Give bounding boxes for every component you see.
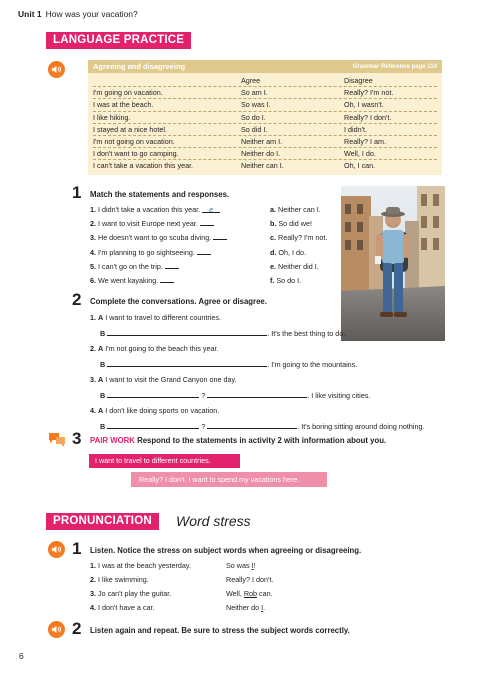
grammar-statement: I like hiking. bbox=[93, 112, 131, 122]
activity-2-number: 2 bbox=[72, 290, 82, 309]
match-row: 4. I'm planning to go sightseeing. d. Oh, I do. bbox=[90, 247, 306, 257]
grammar-disagree: Really? I am. bbox=[344, 136, 386, 146]
match-row: 3. He doesn't want to go scuba diving. c. Really? I'm not. bbox=[90, 233, 328, 243]
activity-1-number: 1 bbox=[72, 183, 82, 202]
answer-blank[interactable] bbox=[107, 421, 199, 429]
unit-label: Unit 1 bbox=[18, 9, 42, 19]
speaker-icon[interactable] bbox=[48, 621, 65, 638]
grammar-title: Agreeing and disagreeing bbox=[93, 62, 186, 71]
conversation-a-line: 3. A I want to visit the Grand Canyon one day. bbox=[90, 375, 237, 384]
match-row: 1. I didn't take a vacation this year. e a. Neither can I. bbox=[90, 205, 321, 214]
pronunciation-1-number: 1 bbox=[72, 539, 82, 558]
grammar-row bbox=[93, 136, 437, 148]
grammar-disagree: Oh, I wasn't. bbox=[344, 100, 384, 110]
answer-blank[interactable] bbox=[200, 218, 214, 226]
unit-header bbox=[18, 9, 138, 19]
answer-blank[interactable] bbox=[213, 232, 227, 240]
grammar-agree: Neither can I. bbox=[241, 161, 284, 171]
pair-work-label: PAIR WORK bbox=[90, 436, 135, 445]
conversation-a-line: 1. A I want to travel to different countries. bbox=[90, 313, 221, 322]
pronunciation-list bbox=[90, 561, 340, 613]
grammar-disagree: Well, I do. bbox=[344, 149, 376, 159]
answer-blank[interactable] bbox=[207, 421, 297, 429]
answer-blank[interactable] bbox=[107, 328, 267, 336]
conversation-b-line: B . It's the best thing to do. bbox=[100, 329, 346, 338]
pronunciation-2-number: 2 bbox=[72, 619, 82, 638]
activity-3-number: 3 bbox=[72, 429, 82, 448]
match-row: 2. I want to visit Europe next year. b. So did we! bbox=[90, 219, 312, 229]
answer-blank[interactable]: e bbox=[202, 205, 220, 213]
grammar-header bbox=[88, 60, 442, 73]
activity-2-list bbox=[90, 313, 445, 432]
answer-blank[interactable] bbox=[207, 390, 307, 398]
answer-blank[interactable] bbox=[197, 247, 211, 255]
agree-column-header: Agree bbox=[241, 76, 261, 85]
pronunciation-1-instruction: Listen. Notice the stress on subject words when agreeing or disagreeing. bbox=[90, 546, 362, 555]
pronunciation-2-instruction: Listen again and repeat. Be sure to stress the subject words correctly. bbox=[90, 626, 350, 635]
grammar-row bbox=[93, 124, 437, 136]
grammar-statement: I stayed at a nice hotel. bbox=[93, 124, 167, 134]
grammar-statement: I was at the beach. bbox=[93, 100, 154, 110]
grammar-row bbox=[93, 87, 437, 99]
grammar-disagree: I didn't. bbox=[344, 124, 367, 134]
answer-blank[interactable] bbox=[107, 359, 267, 367]
conversation-b-line: B ? . It's boring sitting around doing nothing. bbox=[100, 422, 425, 431]
match-row: 5. I can't go on the trip. e. Neither did I. bbox=[90, 261, 319, 271]
grammar-disagree: Really? I'm not. bbox=[344, 88, 394, 98]
activity-1-instruction: Match the statements and responses. bbox=[90, 190, 230, 199]
grammar-agree: Neither do I. bbox=[241, 149, 281, 159]
grammar-table bbox=[93, 75, 437, 173]
activity-1-list bbox=[90, 205, 335, 286]
grammar-statement: I'm going on vacation. bbox=[93, 88, 163, 98]
grammar-table-header bbox=[93, 75, 437, 87]
chat-bubbles-icon bbox=[48, 431, 66, 449]
grammar-agree: So was I. bbox=[241, 100, 271, 110]
speaker-icon[interactable] bbox=[48, 61, 65, 78]
unit-title: How was your vacation? bbox=[45, 9, 138, 19]
grammar-agree: So am I. bbox=[241, 88, 268, 98]
grammar-statement: I can't take a vacation this year. bbox=[93, 161, 194, 171]
pronunciation-subtitle: Word stress bbox=[176, 513, 251, 529]
stressed-word: I bbox=[251, 561, 254, 570]
grammar-statement: I'm not going on vacation. bbox=[93, 136, 175, 146]
speaker-icon[interactable] bbox=[48, 541, 65, 558]
pronunciation-row: 4. I don't have a car. Neither do I. bbox=[90, 603, 266, 612]
stressed-word: I bbox=[261, 603, 264, 612]
conversation-b-line: B ? . I like visiting cities. bbox=[100, 391, 371, 400]
conversation-b-line: B . I'm going to the mountains. bbox=[100, 360, 358, 369]
grammar-statement: I don't want to go camping. bbox=[93, 149, 179, 159]
language-practice-banner: LANGUAGE PRACTICE bbox=[46, 32, 191, 49]
page-number: 6 bbox=[19, 651, 24, 661]
grammar-agree: So do I. bbox=[241, 112, 266, 122]
grammar-row bbox=[93, 160, 437, 172]
speech-bubble-response: Really? I don't. I want to spend my vacations here. bbox=[131, 472, 327, 487]
grammar-disagree: Really? I don't. bbox=[344, 112, 392, 122]
grammar-agree: Neither am I. bbox=[241, 136, 283, 146]
match-row: 6. We went kayaking. f. So do I. bbox=[90, 275, 302, 285]
grammar-agree: So did I. bbox=[241, 124, 268, 134]
pronunciation-row: 1. I was at the beach yesterday. So was I! bbox=[90, 561, 256, 570]
pronunciation-row: 3. Jo can't play the guitar. Well, Rob can. bbox=[90, 589, 273, 598]
grammar-row bbox=[93, 148, 437, 160]
pronunciation-row: 2. I like swimming. Really? I don't. bbox=[90, 575, 274, 584]
activity-3-instruction: PAIR WORK Respond to the statements in activity 2 with information about you. bbox=[90, 436, 387, 445]
activity-2-instruction: Complete the conversations. Agree or disagree. bbox=[90, 297, 267, 306]
disagree-column-header: Disagree bbox=[344, 76, 373, 85]
grammar-reference-link[interactable]: Grammar Reference page 114 bbox=[352, 63, 437, 70]
conversation-a-line: 2. A I'm not going to the beach this year. bbox=[90, 344, 219, 353]
answer-blank[interactable] bbox=[165, 261, 179, 269]
answer-blank[interactable] bbox=[160, 275, 174, 283]
grammar-box bbox=[88, 60, 442, 175]
stressed-word: Rob bbox=[243, 589, 258, 598]
conversation-a-line: 4. A I don't like doing sports on vacation. bbox=[90, 406, 220, 415]
speech-bubble-statement: I want to travel to different countries. bbox=[89, 454, 240, 468]
pronunciation-banner: PRONUNCIATION bbox=[46, 513, 159, 530]
answer-blank[interactable] bbox=[107, 390, 199, 398]
grammar-row bbox=[93, 99, 437, 111]
grammar-disagree: Oh, I can. bbox=[344, 161, 376, 171]
grammar-row bbox=[93, 112, 437, 124]
